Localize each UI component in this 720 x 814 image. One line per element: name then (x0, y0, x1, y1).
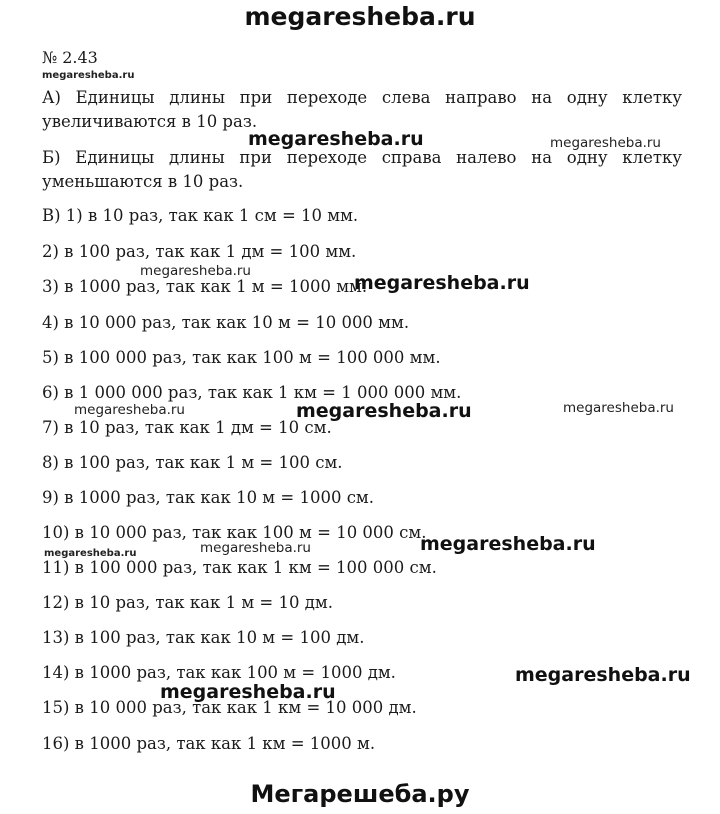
answer-line: 14) в 1000 раз, так как 100 м = 1000 дм. (42, 663, 396, 682)
answer-line: 4) в 10 000 раз, так как 10 м = 10 000 мм. (42, 313, 410, 332)
answer-line: 12) в 10 раз, так как 1 м = 10 дм. (42, 593, 333, 612)
watermark: megaresheba.ru (42, 70, 135, 81)
watermark: megaresheba.ru (296, 400, 472, 422)
site-header: megaresheba.ru (244, 2, 476, 31)
answer-line: 5) в 100 000 раз, так как 100 м = 100 000 мм. (42, 348, 441, 367)
answer-line: 8) в 100 раз, так как 1 м = 100 см. (42, 453, 343, 472)
watermark: megaresheba.ru (160, 681, 336, 703)
answer-line: 11) в 100 000 раз, так как 1 км = 100 000 см. (42, 558, 437, 577)
paragraph-b: Б) Единицы длины при переходе справа налево на одну клетку уменьшаются в 10 раз. (42, 148, 682, 191)
watermark: megaresheba.ru (563, 400, 674, 416)
watermark: megaresheba.ru (550, 135, 661, 151)
answer-line: В) 1) в 10 раз, так как 1 см = 10 мм. (42, 206, 359, 225)
answer-line: 3) в 1000 раз, так как 1 м = 1000 мм. (42, 277, 368, 296)
watermark: megaresheba.ru (248, 128, 424, 150)
site-footer: Мегарешеба.ру (250, 780, 470, 808)
watermark: megaresheba.ru (354, 272, 530, 294)
answer-line: 16) в 1000 раз, так как 1 км = 1000 м. (42, 734, 376, 753)
paragraph-a: А) Единицы длины при переходе слева направо на одну клетку увеличиваются в 10 раз. (42, 88, 682, 131)
answer-line: 2) в 100 раз, так как 1 дм = 100 мм. (42, 242, 357, 261)
watermark: megaresheba.ru (74, 402, 185, 418)
watermark: megaresheba.ru (140, 263, 251, 279)
watermark: megaresheba.ru (420, 533, 596, 555)
answer-line: 10) в 10 000 раз, так как 100 м = 10 000 см. (42, 523, 427, 542)
answer-line: 6) в 1 000 000 раз, так как 1 км = 1 000 000 мм. (42, 383, 462, 402)
watermark: megaresheba.ru (515, 664, 691, 686)
answer-line: 9) в 1000 раз, так как 10 м = 1000 см. (42, 488, 375, 507)
answer-line: 13) в 100 раз, так как 10 м = 100 дм. (42, 628, 365, 647)
problem-number: № 2.43 (42, 48, 98, 67)
answer-line: 7) в 10 раз, так как 1 дм = 10 см. (42, 418, 332, 437)
watermark: megaresheba.ru (200, 540, 311, 556)
answer-line: 15) в 10 000 раз, так как 1 км = 10 000 дм. (42, 698, 417, 717)
watermark: megaresheba.ru (44, 548, 137, 559)
